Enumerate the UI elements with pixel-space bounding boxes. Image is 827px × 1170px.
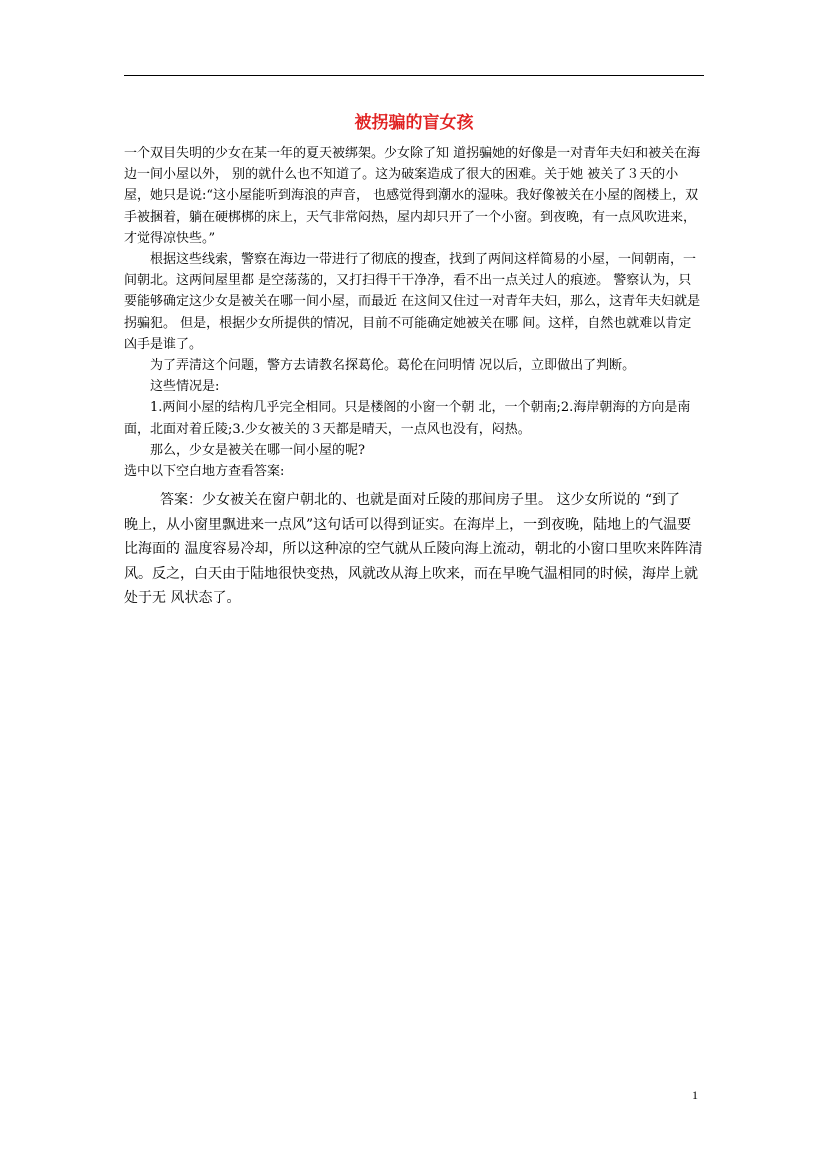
story-body xyxy=(124,143,704,482)
header-rule xyxy=(124,75,704,76)
answer-line-1: 答案：少女被关在窗户朝北的、也就是面对丘陵的那间房子里。 这少女所说的 “到了 xyxy=(160,492,681,508)
paragraph-answer-prompt: 选中以下空白地方查看答案: xyxy=(124,464,285,480)
paragraph-facts-heading: 这些情况是: xyxy=(150,379,220,395)
paragraph-intro: 一个双目失明的少女在某一年的夏天被绑架。少女除了知 道拐骗她的好像是一对青年夫妇和被关在海边一间小屋以外， 别的就什么也不知道了。这为破案造成了很大的困难。关于她 被关了３天的小屋，她只是说:“这小屋能听到海浪的声音， 也感觉得到潮水的湿味。我好像被关在小屋的阁楼上，双手被捆着，躺在硬梆梆的床上，天气非常闷热，屋内却只开了一个小窗。到夜晚，有一点风吹进来，才觉得凉快些。” xyxy=(124,146,701,246)
paragraph-facts: 1.两间小屋的结构几乎完全相同。只是楼阁的小窗一个朝 北，一个朝南;2.海岸朝海的方向是南面，北面对着丘陵;3.少女被关的３天都是晴天，一点风也没有，闷热。 xyxy=(124,400,691,437)
document-title: 被拐骗的盲女孩 xyxy=(354,113,474,133)
answer-line-2: 晚上，从小窗里飘进来一点风”这句话可以得到证实。在海岸上，一到夜晚，陆地上的气温要比海面的 温度容易冷却，所以这种凉的空气就从丘陵向海上流动，朝北的小窗口里吹来阵阵清风。反之，白天由于陆地很快变热，风就改从海上吹来，而在早晚气温相同的时候，海岸上就处于无 风状态了。 xyxy=(124,516,703,606)
paragraph-detective: 为了弄清这个问题，警方去请教名探葛伦。葛伦在问明情 况以后，立即做出了判断。 xyxy=(150,358,636,374)
page-number: 1 xyxy=(692,1088,698,1102)
answer-block xyxy=(124,488,704,611)
paragraph-question: 那么，少女是被关在哪一间小屋的呢? xyxy=(150,442,365,458)
paragraph-search: 根据这些线索，警察在海边一带进行了彻底的搜查，找到了两间这样简易的小屋，一间朝南，一间朝北。这两间屋里都 是空荡荡的，又打扫得干干净净，看不出一点关过人的痕迹。 警察认为，只要能够确定这少女是被关在哪一间小屋，而最近 在这间又住过一对青年夫妇，那么，这青年夫妇就是拐骗犯。 但是，根据少女所提供的情况，目前不可能确定她被关在哪 间。这样，自然也就难以肯定凶手是谁了。 xyxy=(124,252,701,352)
